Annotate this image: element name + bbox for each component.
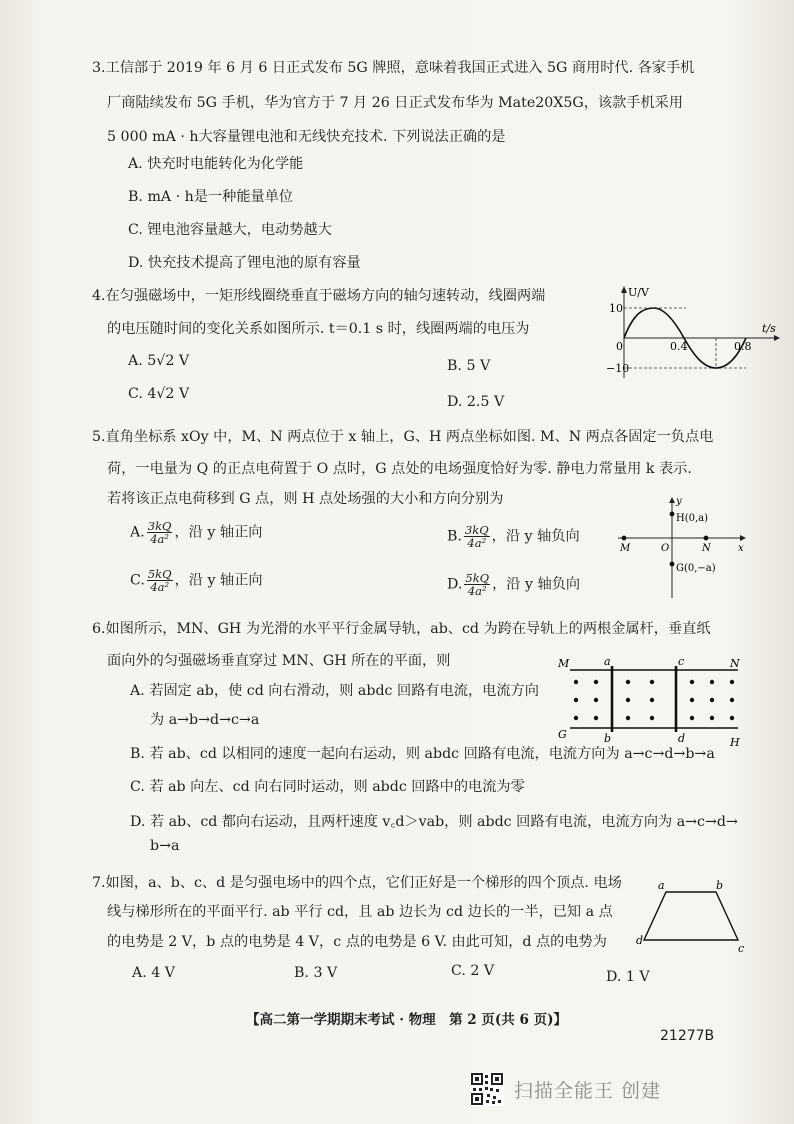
q6-option-d-line1: D. 若 ab、cd 都向右运动，且两杆速度 v꜀d＞vab，则 abdc 回路有电流，电流方向为 a→c→d→ — [130, 814, 738, 830]
q5-n-label: N — [702, 543, 711, 554]
q4-y-top-label: 10 — [609, 302, 623, 315]
q7-trapezoid — [644, 892, 738, 940]
q6-label-g: G — [558, 728, 567, 741]
q5-option-a-numerator: 3kQ — [147, 519, 172, 533]
q5-x-label: x — [738, 543, 744, 554]
q5-option-d-label: D. — [447, 576, 463, 593]
q5-point-m — [622, 536, 627, 541]
q3-stem-line2: 厂商陆续发布 5G 手机，华为官方于 7 月 26 日正式发布华为 Mate20X5G，该款手机采用 — [107, 95, 684, 111]
q6-label-b: b — [604, 732, 612, 745]
q5-option-b-direction: ，沿 y 轴负向 — [491, 528, 580, 545]
q5-option-c-direction: ，沿 y 轴正向 — [174, 572, 263, 589]
q4-u-label: U/V — [628, 286, 649, 299]
q6-option-c: C. 若 ab 向左、cd 向右同时运动，则 abdc 回路中的电流为零 — [130, 779, 525, 795]
q3-option-c: C. 锂电池容量越大，电动势越大 — [128, 222, 332, 238]
q5-option-a-label: A. — [130, 524, 145, 541]
q4-stem-line2: 的电压随时间的变化关系如图所示. t＝0.1 s 时，线圈两端的电压为 — [107, 321, 530, 337]
q5-point-n — [704, 536, 709, 541]
q5-m-label: M — [620, 543, 631, 554]
q5-option-b-denominator: 4a² — [467, 536, 487, 550]
q6-option-a-line2: 为 a→b→d→c→a — [150, 712, 260, 728]
q5-o-label: O — [661, 543, 670, 554]
q5-option-d-denominator: 4a² — [467, 584, 487, 598]
q5-stem-line1: 5.直角坐标系 xOy 中，M、N 两点位于 x 轴上，G、H 两点坐标如图. M、N 两点各固定一负点电 — [92, 429, 714, 445]
q7-label-b: b — [716, 879, 724, 892]
q7-trapezoid-figure — [634, 878, 754, 954]
q7-label-a: a — [658, 879, 665, 892]
q5-option-d-fraction — [464, 572, 490, 597]
q6-stem-line2: 面向外的匀强磁场垂直穿过 MN、GH 所在的平面，则 — [107, 653, 451, 669]
q5-option-a — [130, 520, 262, 545]
q5-y-label: y — [676, 496, 682, 507]
q5-option-b-label: B. — [447, 528, 462, 545]
scanner-watermark: 扫描全能王 创建 — [514, 1080, 662, 1102]
q5-g-label: G(0,−a) — [676, 563, 716, 574]
q5-option-d-numerator: 5kQ — [465, 571, 490, 585]
q7-stem-line2: 线与梯形所在的平面平行. ab 平行 cd，且 ab 边长为 cd 边长的一半，已知 a 点 — [107, 904, 613, 920]
q5-option-d — [447, 572, 580, 597]
q6-label-h: H — [730, 736, 740, 749]
q5-option-c — [130, 568, 263, 593]
q6-option-a-line1: A. 若固定 ab，使 cd 向右滑动，则 abdc 回路有电流，电流方向 — [130, 683, 539, 699]
q4-t-arrow — [774, 335, 780, 341]
q4-stem-line1: 4.在匀强磁场中，一矩形线圈绕垂直于磁场方向的轴匀速转动，线圈两端 — [92, 288, 546, 304]
q5-option-a-denominator: 4a² — [150, 532, 170, 546]
q5-option-b-fraction — [464, 524, 490, 549]
q6-option-b: B. 若 ab、cd 以相同的速度一起向右运动，则 abdc 回路有电流，电流方向为 a→c→d→b→a — [130, 746, 715, 762]
q6-label-m: M — [558, 657, 570, 670]
q6-stem-line1: 6.如图所示，MN、GH 为光滑的水平平行金属导轨，ab、cd 为跨在导轨上的两根金属杆，垂直纸 — [92, 621, 711, 637]
q3-stem-line1: 3.工信部于 2019 年 6 月 6 日正式发布 5G 牌照，意味着我国正式进入 5G 商用时代. 各家手机 — [92, 60, 695, 76]
q5-stem-line2: 荷，一电量为 Q 的正点电荷置于 O 点时，G 点处的电场强度恰好为零. 静电力常量用 k 表示. — [107, 461, 692, 477]
q7-option-a: A. 4 V — [132, 965, 176, 981]
q6-label-a: a — [604, 656, 611, 668]
q6-rails-figure — [556, 656, 746, 750]
q5-option-b-numerator: 3kQ — [464, 523, 489, 537]
q6-option-d-line2: b→a — [150, 838, 180, 854]
q5-point-h — [670, 512, 675, 517]
q6-label-d: d — [678, 732, 686, 745]
q5-option-c-fraction — [147, 568, 173, 593]
q7-label-c: c — [738, 942, 745, 954]
q6-magnetic-field-dots — [574, 680, 734, 720]
q4-x2-label: 0.8 — [734, 340, 752, 353]
q7-option-c: C. 2 V — [451, 963, 495, 979]
q4-option-a: A. 5√2 V — [128, 353, 190, 369]
q7-stem-line3: 的电势是 2 V，b 点的电势是 4 V，c 点的电势是 6 V. 由此可知，d 点的电势为 — [107, 934, 607, 950]
q4-y-bottom-label: −10 — [606, 362, 630, 375]
q5-h-label: H(0,a) — [676, 513, 709, 524]
q5-option-a-fraction — [147, 520, 173, 545]
q3-option-d: D. 快充技术提高了锂电池的原有容量 — [128, 255, 361, 271]
q4-voltage-graph — [606, 282, 782, 382]
qr-code-icon — [470, 1072, 504, 1106]
q3-stem-line3: 5 000 mA · h大容量锂电池和无线快充技术. 下列说法正确的是 — [107, 129, 506, 145]
q4-option-c: C. 4√2 V — [128, 386, 190, 402]
q4-option-b: B. 5 V — [447, 358, 491, 374]
q5-option-c-denominator: 4a² — [150, 580, 170, 594]
q4-option-d: D. 2.5 V — [447, 394, 505, 410]
q5-option-a-direction: ，沿 y 轴正向 — [174, 524, 263, 541]
q5-point-g — [670, 562, 675, 567]
q6-label-n: N — [730, 657, 740, 670]
q4-x1-label: 0.4 — [670, 340, 688, 353]
q6-label-c: c — [678, 656, 685, 668]
q5-option-c-label: C. — [130, 572, 145, 589]
q5-option-c-numerator: 5kQ — [147, 567, 172, 581]
page-footer-title: 【高二第一学期期末考试 · 物理 第 2 页(共 6 页)】 — [246, 1012, 567, 1028]
q4-u-arrow — [621, 286, 627, 293]
q4-t-label: t/s — [762, 322, 776, 335]
q5-option-d-direction: ，沿 y 轴负向 — [492, 576, 581, 593]
q7-option-b: B. 3 V — [294, 965, 338, 981]
q5-y-arrow — [669, 497, 675, 503]
q5-option-b — [447, 524, 580, 549]
q5-stem-line3: 若将该正点电荷移到 G 点，则 H 点处场强的大小和方向分别为 — [107, 491, 504, 507]
q4-origin-label: 0 — [616, 340, 623, 353]
q7-stem-line1: 7.如图，a、b、c、d 是匀强电场中的四个点，它们正好是一个梯形的四个顶点. 电场 — [92, 875, 622, 891]
q5-coordinate-figure — [614, 494, 750, 602]
q7-option-d: D. 1 V — [606, 969, 650, 985]
q3-option-b: B. mA · h是一种能量单位 — [128, 189, 294, 205]
exam-code: 21277B — [660, 1028, 715, 1044]
q5-x-arrow — [740, 535, 746, 541]
q3-option-a: A. 快充时电能转化为化学能 — [128, 156, 304, 172]
q7-label-d: d — [636, 934, 644, 947]
